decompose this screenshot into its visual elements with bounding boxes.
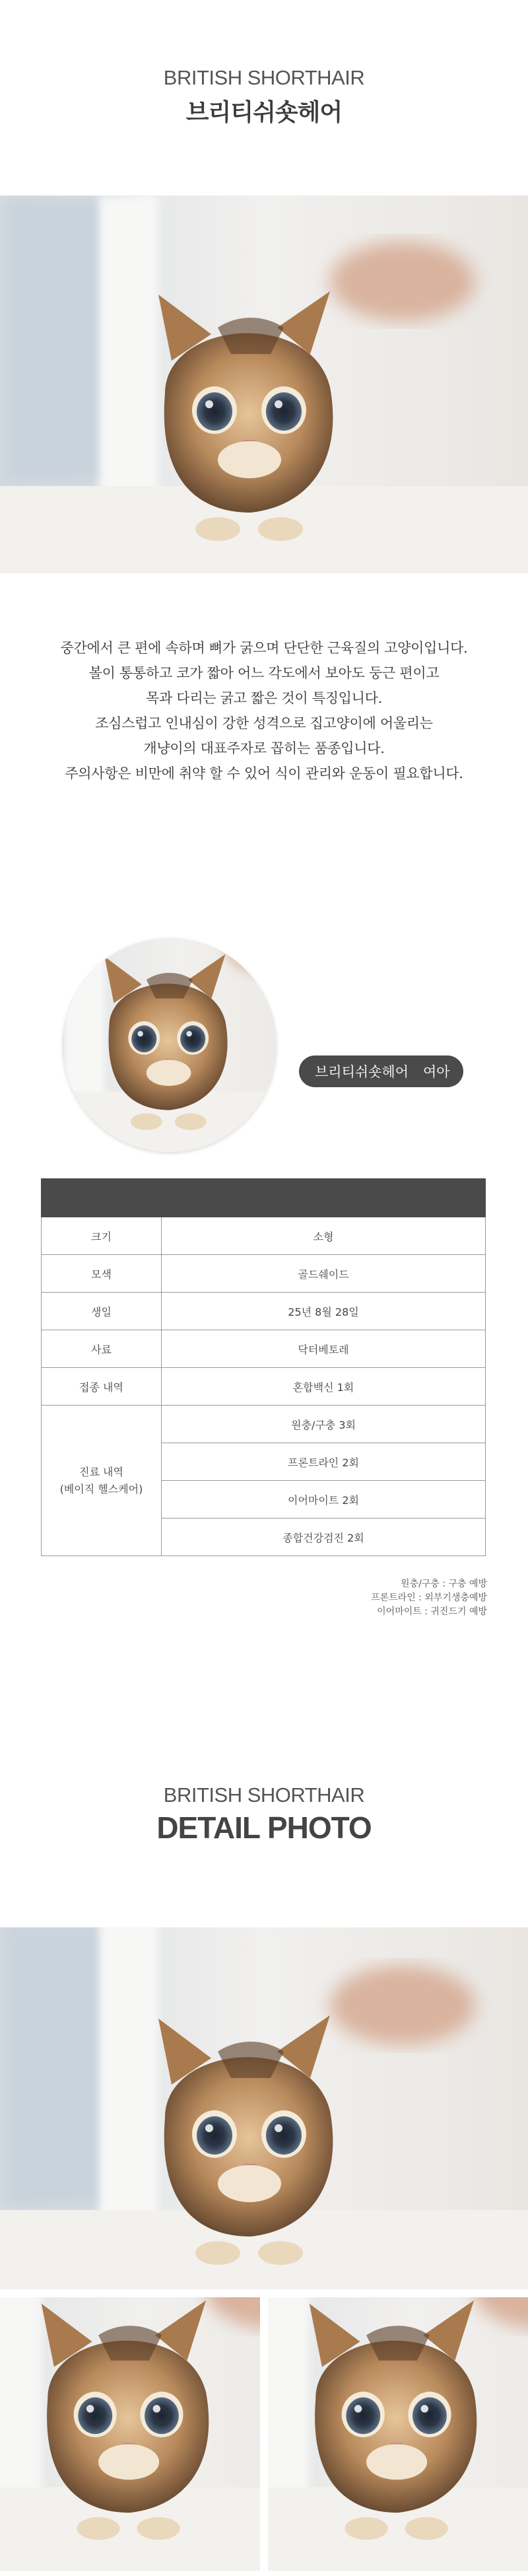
table-row [42,1293,486,1330]
row-label: 크기 [42,1217,162,1255]
treatment-label-line: 진료 내역 [79,1465,123,1478]
treatment-item: 프론트라인 2회 [162,1443,486,1481]
table-row [42,1217,486,1255]
table-header-cell [42,1179,162,1217]
description-line: 중간에서 큰 편에 속하며 뼈가 굵으며 단단한 근육질의 고양이입니다. [60,640,468,656]
detail-title: DETAIL PHOTO [156,1810,372,1845]
row-value: 소형 [162,1217,486,1255]
row-value: 닥터베토레 [162,1330,486,1368]
intro-eyebrow: BRITISH SHORTHAIR [163,66,365,89]
legend-line: 이어마이트 : 귀진드기 예방 [377,1606,487,1617]
description-line: 조심스럽고 인내심이 강한 성격으로 집고양이에 어울리는 [95,715,433,731]
treatment-item: 이어마이트 2회 [162,1481,486,1519]
table-row [42,1368,486,1406]
treatment-label [42,1406,162,1556]
breed-name: 브리티쉬숏헤어 [315,1064,409,1080]
hero-kitten-photo [0,196,528,573]
row-label: 접종 내역 [42,1368,162,1406]
intro-header [0,66,528,127]
treatment-legend [371,1577,487,1619]
breed-description [0,635,528,786]
description-line: 개냥이의 대표주자로 꼽히는 품종입니다. [143,740,385,756]
intro-title: 브리티쉬숏헤어 [185,99,343,126]
table-row [42,1406,486,1443]
detail-header [0,1783,528,1845]
treatment-label-line: (베이직 헬스케어) [59,1482,143,1495]
breed-gender-badge [299,1055,463,1087]
row-value: 25년 8월 28일 [162,1293,486,1330]
treatment-item: 종합건강검진 2회 [162,1519,486,1556]
detail-eyebrow: BRITISH SHORTHAIR [163,1783,365,1807]
row-label: 생일 [42,1293,162,1330]
description-line: 목과 다리는 굵고 짧은 것이 특징입니다. [145,690,383,706]
treatment-item: 원충/구충 3회 [162,1406,486,1443]
description-line: 주의사항은 비만에 취약 할 수 있어 식이 관리와 운동이 필요합니다. [65,766,463,781]
row-value: 골드쉐이드 [162,1255,486,1293]
kitten-info-table [41,1178,486,1556]
row-label: 사료 [42,1330,162,1368]
table-header-row [42,1179,486,1217]
legend-line: 프론트라인 : 외부기생충예방 [371,1592,487,1603]
row-value: 혼합백신 1회 [162,1368,486,1406]
table-row [42,1330,486,1368]
gender-label: 여아 [423,1064,450,1080]
detail-kitten-photo-large [0,1927,528,2289]
detail-kitten-photo-left [0,2297,260,2576]
legend-line: 원충/구충 : 구충 예방 [401,1579,487,1589]
description-line: 볼이 통통하고 코가 짧아 어느 각도에서 보아도 둥근 편이고 [88,665,440,681]
row-label: 모색 [42,1255,162,1293]
detail-kitten-photo-right [268,2297,528,2576]
table-row [42,1255,486,1293]
table-header-cell [162,1179,486,1217]
profile-kitten-photo [63,938,277,1152]
